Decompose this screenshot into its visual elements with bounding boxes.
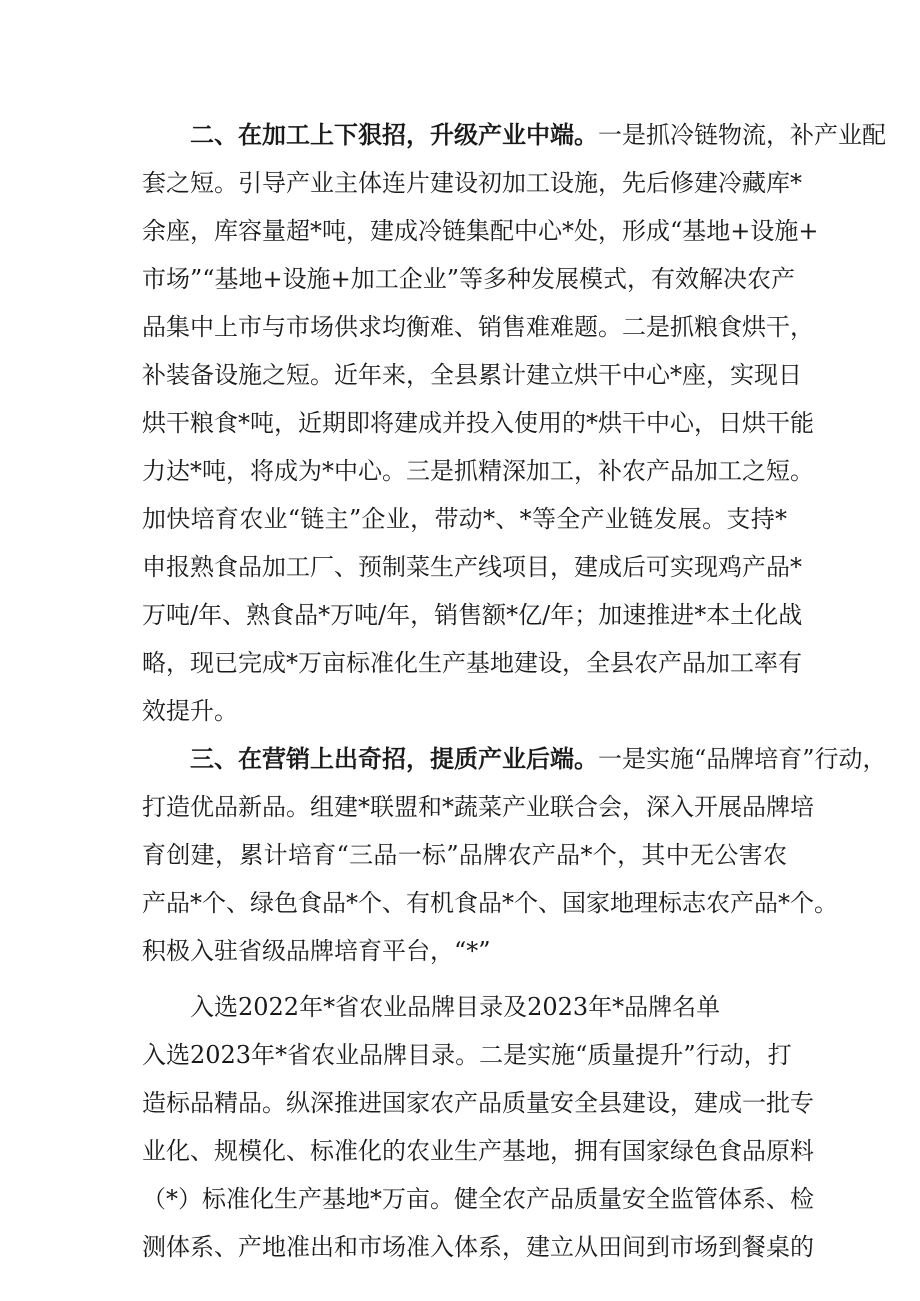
section2-first-line — [190, 115, 886, 155]
section3-line-8: 业化、规模化、标准化的农业生产基地，拥有国家绿色食品原料 — [142, 1137, 814, 1165]
section2-line-2: 余座，库容量超*吨，建成冷链集配中心*处，形成“基地+设施+ — [142, 217, 819, 245]
section3-line-9: （*）标准化生产基地*万亩。健全农产品质量安全监管体系、检 — [142, 1185, 814, 1213]
section2-line-4: 品集中上市与市场供求均衡难、销售难难题。二是抓粮食烘干， — [142, 313, 814, 341]
section2-line-10: 万吨/年、熟食品*万吨/年，销售额*亿/年；加速推进*本土化战 — [142, 601, 803, 629]
section3-line-6: 入选2023年*省农业品牌目录。二是实施“质量提升”行动，打 — [142, 1041, 792, 1069]
section3-first-line — [190, 739, 887, 779]
section2-heading: 二、在加工上下狠招，升级产业中端。 — [190, 121, 598, 149]
section3-line-4: 积极入驻省级品牌培育平台，“*” — [142, 937, 491, 965]
section3-heading: 三、在营销上出奇招，提质产业后端。 — [190, 745, 598, 773]
section2-line-0: 一是抓冷链物流，补产业配 — [598, 121, 886, 149]
section2-line-12: 效提升。 — [142, 697, 238, 725]
section2-line-11: 略，现已完成*万亩标准化生产基地建设，全县农产品加工率有 — [142, 649, 802, 677]
section2-line-9: 申报熟食品加工厂、预制菜生产线项目，建成后可实现鸡产品* — [142, 553, 802, 581]
section3-line-0: 一是实施“品牌培育”行动， — [598, 745, 887, 773]
section2-line-5: 补装备设施之短。近年来，全县累计建立烘干中心*座，实现日 — [142, 361, 802, 389]
section3-line-10: 测体系、产地准出和市场准入体系，建立从田间到市场到餐桌的 — [142, 1233, 814, 1261]
section2-line-6: 烘干粮食*吨，近期即将建成并投入使用的*烘干中心，日烘干能 — [142, 409, 814, 437]
section3-line-1: 打造优品新品。组建*联盟和*蔬菜产业联合会，深入开展品牌培 — [142, 793, 814, 821]
section3-line-7: 造标品精品。纵深推进国家农产品质量安全县建设，建成一批专 — [142, 1089, 814, 1117]
section3-line-2: 育创建，累计培育“三品一标”品牌农产品*个，其中无公害农 — [142, 841, 787, 869]
section3-line-5: 入选2022年*省农业品牌目录及2023年*品牌名单 — [190, 993, 721, 1021]
section2-line-1: 套之短。引导产业主体连片建设初加工设施，先后修建冷藏库* — [142, 169, 802, 197]
section2-line-8: 加快培育农业“链主”企业，带动*、*等全产业链发展。支持* — [142, 505, 787, 533]
section2-line-3: 市场”“基地+设施+加工企业”等多种发展模式，有效解决农产 — [142, 265, 796, 293]
section3-line-3: 产品*个、绿色食品*个、有机食品*个、国家地理标志农产品*个。 — [142, 889, 838, 917]
section2-line-7: 力达*吨，将成为*中心。三是抓精深加工，补农产品加工之短。 — [142, 457, 814, 485]
